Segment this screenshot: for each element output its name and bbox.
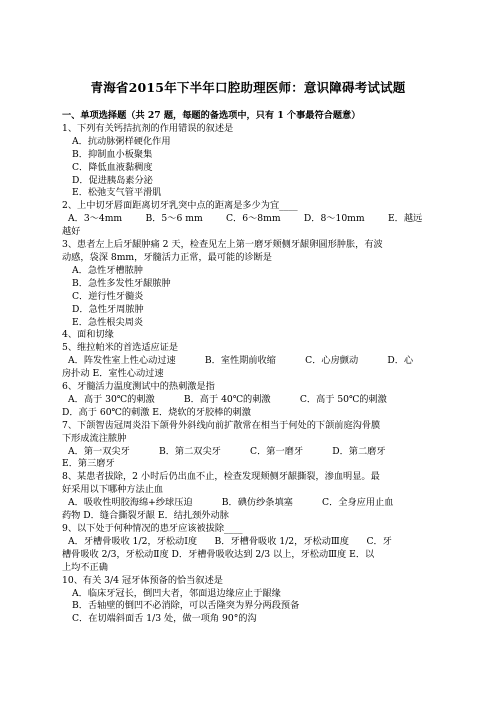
answer-options-row: 房扑动 E．室性心动过速 <box>62 368 164 380</box>
exam-content <box>62 110 438 626</box>
question-stem-line: 6、牙髓活力温度测试中的热刺激是指 <box>62 381 215 393</box>
answer-option: D．急性牙周脓肿 <box>72 303 144 315</box>
answer-options-row: 槽骨吸收 2/3，牙松动Ⅱ度 D．牙槽骨吸收达到 2/3 以上，牙松动Ⅲ度 E．以 <box>62 548 375 560</box>
answer-options-row: A．高于 30℃的刺激 B．高于 40℃的刺激 C．高于 50℃的刺激 <box>68 393 387 405</box>
question-stem-line: 10、有关 3/4 冠牙体预备的恰当叙述是 <box>62 574 223 586</box>
answer-option: A．临床牙冠长，倒凹大者，邻面退边缘应止于龈缘 <box>72 587 281 599</box>
answer-option: B．舌轴壁的倒凹不必消除，可以舌隆突为界分两段预备 <box>72 600 300 612</box>
question-item <box>62 575 438 627</box>
answer-option: A．急性牙槽脓肿 <box>72 264 143 276</box>
question-item <box>62 329 438 342</box>
answer-option: D．促进胰岛素分泌 <box>72 174 153 186</box>
answer-options-row: 越好 <box>62 226 81 238</box>
answer-option: B．急性多发性牙龈脓肿 <box>72 277 171 289</box>
answer-options-row: A．牙槽骨吸收 1/2，牙松动Ⅰ度 B．牙槽骨吸收 1/2，牙松动Ⅲ度 C．牙 <box>68 535 392 547</box>
answer-options-row: A．阵发性室上性心动过速 B．室性期前收缩 C．心房颤动 D．心 <box>68 355 414 367</box>
answer-options-row: A．吸收性明胶海绵+纱球压迫 B．碘仿纱条填塞 C．全身应用止血 <box>68 497 394 509</box>
page-title: 青海省2015年下半年口腔助理医师：意识障碍考试试题 <box>90 80 406 95</box>
question-item <box>62 200 438 239</box>
answer-option: A．抗动脉粥样硬化作用 <box>72 135 171 147</box>
answer-option: C．在切端斜面舌 1/3 处，做一项角 90°的沟 <box>72 613 257 625</box>
question-item <box>62 381 438 420</box>
question-item <box>62 123 438 200</box>
question-stem-line: 好采用以下哪种方法止血 <box>62 484 164 496</box>
question-stem-line: 1、下列有关钙拮抗剂的作用错误的叙述是 <box>62 122 234 134</box>
answer-options-row: 药物 D．缝合撕裂牙龈 E．结扎颈外动脉 <box>62 510 229 522</box>
answer-options-row: E．第三磨牙 <box>62 458 115 470</box>
answer-option: E．急性根尖周炎 <box>72 316 144 328</box>
question-stem-line: 下形成流注脓肿 <box>62 432 127 444</box>
question-item <box>62 239 438 329</box>
answer-option: E．松弛支气管平滑肌 <box>72 187 162 199</box>
question-stem-line: 动感，袋深 8mm，牙髓活力正常，最可能的诊断是 <box>62 251 272 263</box>
answer-option: C．逆行性牙髓炎 <box>72 290 144 302</box>
question-item <box>62 471 438 523</box>
section-heading: 一、单项选择题（共 27 题，每题的备选项中，只有 1 个事最符合题意） <box>62 110 361 121</box>
answer-options-row: A．第一双尖牙 B．第二双尖牙 C．第一磨牙 D．第二磨牙 <box>68 445 386 457</box>
question-stem-line: 2、上中切牙唇面距离切牙乳突中点的距离是多少为宜____ <box>62 200 298 212</box>
question-item <box>62 342 438 381</box>
question-item <box>62 523 438 575</box>
question-stem-line: 5、维拉帕米的首选适应证是 <box>62 342 179 354</box>
answer-options-row: D．高于 60℃的刺激 E．烧软的牙胶棒的刺激 <box>62 406 251 418</box>
answer-options-row: 上均不正确 <box>62 561 108 573</box>
answer-options-row: A．3～4mm B．5～6 mm C．6～8mm D．8～10mm E．越远 <box>68 213 423 225</box>
question-item <box>62 420 438 472</box>
question-stem-line: 3、患者左上后牙龈肿痛 2 天，检查见左上第一磨牙颊侧牙龈卵圆形肿胀，有波 <box>62 239 383 251</box>
question-stem-line: 8、某患者拔除，2 小时后仍出血不止，检查发现颊侧牙龈撕裂，渗血明显。最 <box>62 471 380 483</box>
question-stem-line: 9、以下处于何种情况的患牙应该被拔除____ <box>62 523 243 534</box>
answer-option: B．抑制血小板聚集 <box>72 148 153 160</box>
answer-option: C．降低血液黏稠度 <box>72 161 153 173</box>
question-stem-line: 7、下颌智齿冠周炎沿下颌骨外斜线向前扩散常在相当于何处的下颌前庭沟骨膜 <box>62 419 381 431</box>
question-stem-line: 4、面和切缘 <box>62 329 114 341</box>
